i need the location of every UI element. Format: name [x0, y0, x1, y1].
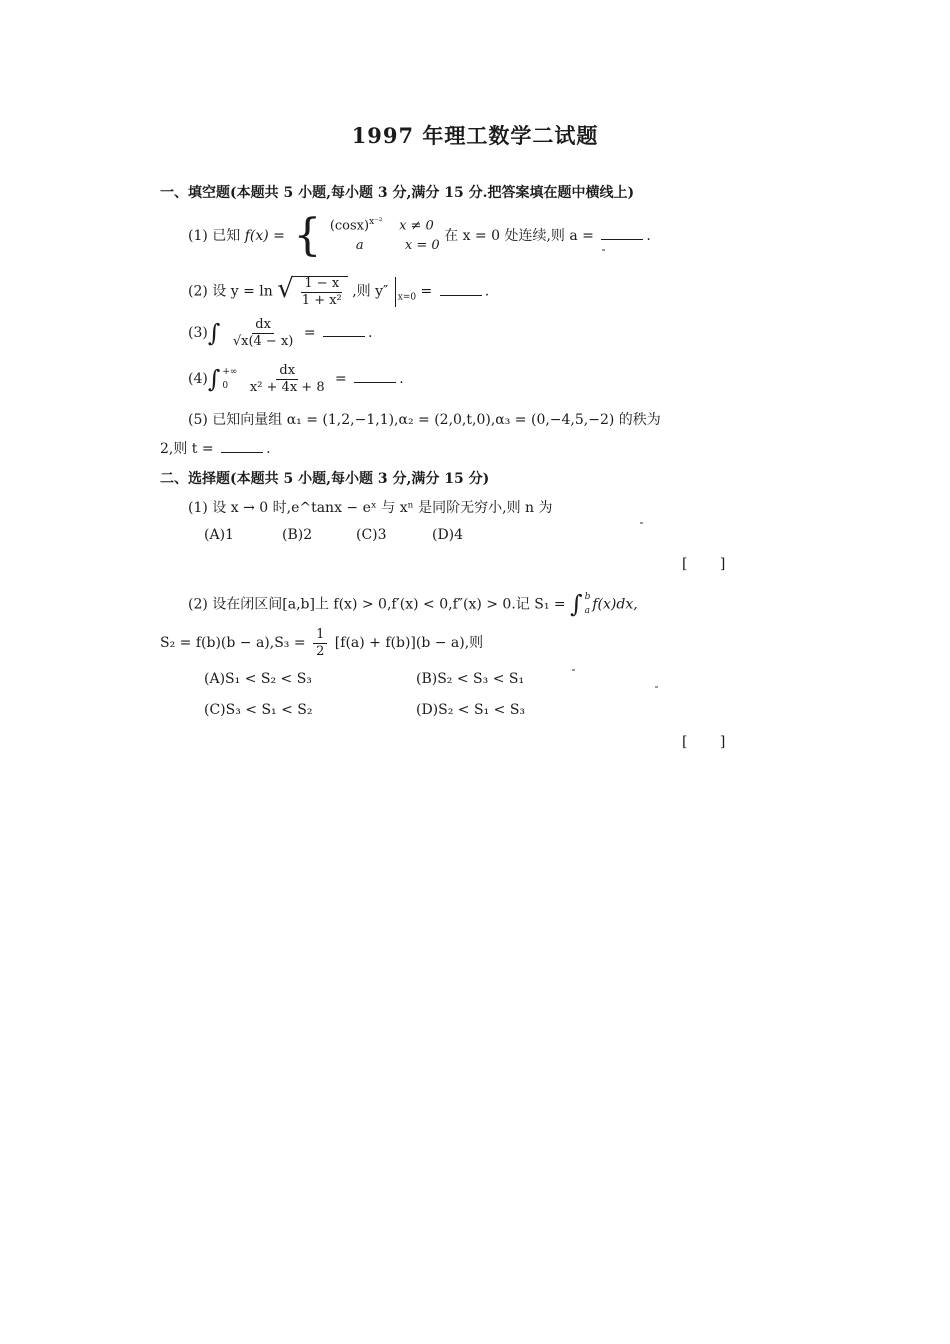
q22-stem-b: f(x)dx, [592, 596, 638, 613]
piecewise-cases [330, 216, 440, 255]
case2-expr: a [355, 238, 364, 254]
q22-s2-line-b: [f(a) + f(b)](b − a),则 [334, 635, 484, 652]
answer-blank[interactable] [601, 227, 643, 240]
q22-s2-line-a: S₂ = f(b)(b − a),S₃ = [160, 635, 306, 652]
scan-speck [655, 686, 658, 688]
q2-prefix: (2) 设 y = ln [188, 283, 273, 300]
answer-blank[interactable] [354, 370, 396, 383]
half-denominator: 2 [316, 643, 325, 659]
scan-speck [602, 249, 605, 251]
q4-numerator: dx [276, 364, 298, 380]
integral-sign: ∫ [570, 590, 583, 619]
q22-upper-limit: b [584, 592, 591, 602]
q3-equals: = [303, 325, 316, 342]
option-2-2-d[interactable]: (D)S₂ < S₁ < S₃ [416, 702, 526, 718]
question-1-1: (1) 已知 f(x) = { $(\cos x)^{x^{-2}}$ x ≠ 0 a x = 0 在 x = 0 处连续,则 a = . [188, 210, 651, 261]
question-1-5-line2: 2,则 t = . [160, 441, 271, 457]
q4-upper-limit: +∞ [222, 366, 238, 377]
option-2-1-d[interactable]: (D)4 [432, 527, 464, 543]
q1-prefix: (1) 已知 [188, 228, 241, 244]
option-2-1-a[interactable]: (A)1 [204, 527, 234, 543]
integral-sign: ∫ [207, 319, 221, 348]
q2-numerator: 1 − x [301, 277, 342, 293]
case-brace: { [293, 210, 322, 261]
q4-equals: = [335, 371, 347, 388]
case1-exponent: x⁻² [369, 217, 383, 228]
half-numerator: 1 [313, 628, 327, 644]
q4-denominator: x² + 4x + 8 [249, 379, 325, 395]
scan-speck [640, 522, 643, 524]
case2-condition: x = 0 [404, 238, 440, 254]
answer-blank[interactable] [323, 324, 365, 337]
case1-condition: x ≠ 0 [399, 218, 434, 234]
answer-blank[interactable] [440, 283, 482, 296]
scan-speck [572, 669, 575, 671]
page-title: 1997 年理工数学二试题 [351, 123, 599, 148]
question-1-2: (2) 设 y = ln √ $\frac{1 - x}{\text{1 + x²}}$ ,则 y″ $_{x=0}$ = . [188, 274, 490, 308]
option-2-2-a[interactable]: (A)S₁ < S₂ < S₃ [204, 671, 312, 687]
answer-blank[interactable] [221, 440, 263, 453]
q5-line2-text: 2,则 t = [160, 441, 214, 457]
q2-equals: = [420, 283, 433, 300]
q22-lower-limit: a [584, 606, 590, 617]
question-1-3: (3)∫ $\frac{dx}{√x(4 - x)}$ = . [188, 317, 373, 349]
option-2-2-c[interactable]: (C)S₃ < S₁ < S₂ [204, 702, 313, 718]
q22-stem-a: (2) 设在闭区间[a,b]上 f(x) > 0,f′(x) < 0,f″(x) > 0.记 S₁ = [188, 596, 566, 613]
option-2-1-b[interactable]: (B)2 [282, 527, 313, 543]
answer-bracket[interactable]: [ ] [682, 556, 740, 572]
question-1-5-line1: (5) 已知向量组 α₁ = (1,2,−1,1),α₂ = (2,0,t,0),α₃ = (0,−4,5,−2) 的秩为 [188, 412, 661, 428]
question-2-2-stem-line1 [188, 590, 638, 619]
sqrt-symbol: √ $\frac{1 - x}{\text{1 + x²}}$ [277, 276, 348, 307]
question-2-1-stem: (1) 设 x → 0 时,e^tanx − eˣ 与 xⁿ 是同阶无穷小,则 n 为 [188, 500, 553, 516]
q3-denominator: x(4 − x) [241, 333, 294, 349]
q3-numerator: dx [252, 318, 274, 334]
question-2-2-stem-line2 [160, 628, 483, 658]
evaluation-bar [395, 277, 396, 307]
q2-eval-point: x=0 [397, 292, 417, 303]
option-2-1-c[interactable]: (C)3 [356, 527, 387, 543]
case1-expr: (cosx) [329, 218, 370, 234]
q1-function: f(x) = [244, 228, 285, 244]
q3-prefix: (3) [188, 325, 208, 342]
q2-mid: ,则 y″ [352, 283, 389, 300]
question-1-4: (4)∫ +∞ 0 $\frac{dx}{\text{x² + 4x + 8}}$ = . [188, 363, 404, 395]
section1-heading: 一、填空题(本题共 5 小题,每小题 3 分,满分 15 分.把答案填在题中横线上) [160, 185, 635, 201]
integral-sign: ∫ [207, 365, 221, 394]
q4-prefix: (4) [188, 371, 208, 388]
section2-heading: 二、选择题(本题共 5 小题,每小题 3 分,满分 15 分) [160, 471, 490, 487]
q1-suffix: 在 x = 0 处连续,则 a = [444, 228, 594, 244]
answer-bracket[interactable]: [ ] [682, 734, 740, 750]
option-2-2-b[interactable]: (B)S₂ < S₃ < S₁ [416, 671, 525, 687]
q4-lower-limit: 0 [222, 381, 229, 392]
q2-denominator: 1 + x² [301, 292, 342, 308]
